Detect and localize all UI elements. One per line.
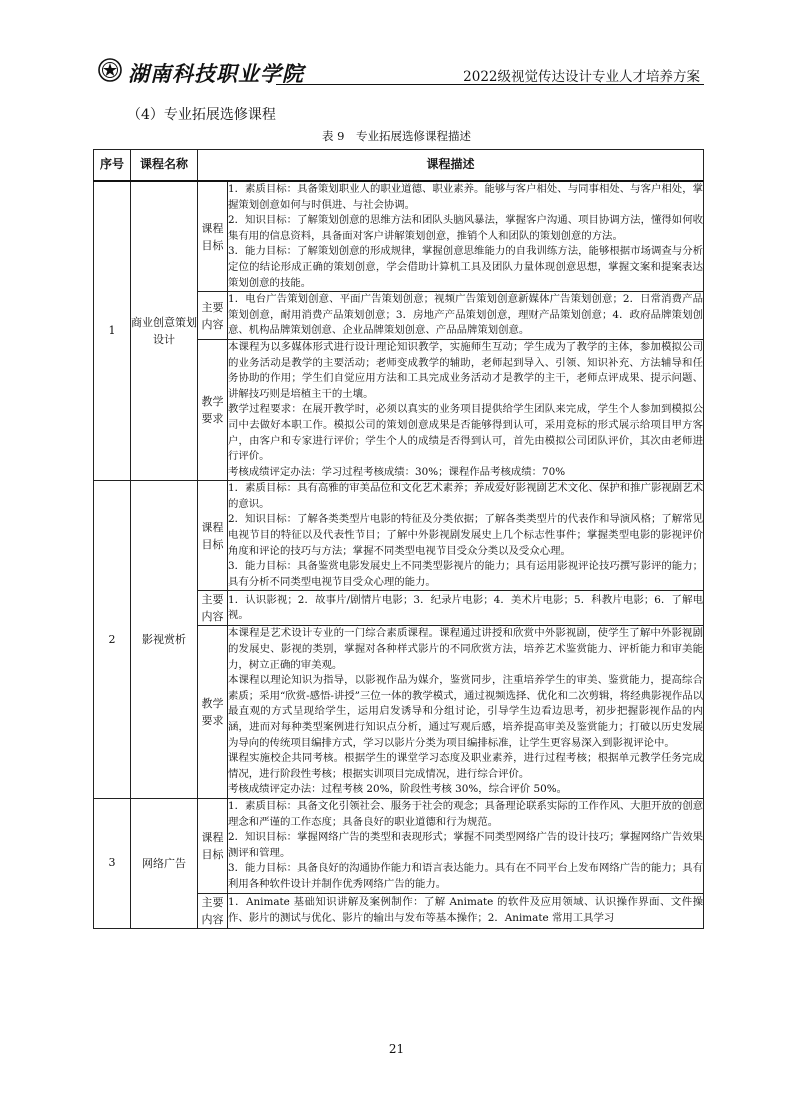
course-name: 商业创意策划设计 xyxy=(131,181,198,481)
table-caption: 表 9 专业拓展选修课程描述 xyxy=(322,129,471,143)
header-rule xyxy=(276,84,704,85)
page-number: 21 xyxy=(388,1042,405,1056)
header-cell-description: 课程描述 xyxy=(198,150,704,182)
course-description-table xyxy=(93,149,704,929)
page-header xyxy=(98,60,704,86)
table-row xyxy=(94,481,704,591)
paragraph: 1．认识影视；2．故事片/剧情片电影；3．纪录片电影；4．美术片电影；5．科教片电影；6．了解电视。 xyxy=(228,593,704,622)
table-header-row xyxy=(94,150,704,182)
row-label-goal: 课程目标 xyxy=(198,181,228,292)
school-emblem-icon xyxy=(98,58,122,82)
course-requirement-text xyxy=(228,626,704,799)
table-row xyxy=(94,798,704,893)
paragraph: 1．素质目标：具备文化引领社会、服务于社会的观念；具备理论联系实际的工作作风、大胆开放的创意理念和严谨的工作态度；具备良好的职业道德和行为规范。 2．知识目标：掌握网络广告的类型和表现形式；掌握不同类型网络广告的设计技巧；掌握网络广告效果测评和管理。 3．能力目标：具备良好的沟通协作能力和语言表达能力。具有在不同平台上发布网络广告的能力；具有利用各种软件设计并制作优秀网络广告的能力。 xyxy=(228,799,704,890)
course-content-text xyxy=(228,591,704,626)
paragraph: 1．素质目标：具备策划职业人的职业道德、职业素养。能够与客户相处、与同事相处、与客户相处，掌握策划创意如何与时俱进、与社会协调。 2．知识目标：了解策划创意的思维方法和团队头脑风暴法，掌握客户沟通、项目协调方法，懂得如何收集有用的信息资料，具备面对客户讲解策划创意，推销个人和团队的策划创意的方法。 3．能力目标：了解策划创意的形成规律，掌握创意思维能力的自我训练方法，能够根据市场调查与分析定位的结论形成正确的策划创意，学会借助计算机工具及团队力量体现创意思想，掌握文案和提案表达策划创意的技能。 xyxy=(228,183,704,289)
paragraph: 本课程是艺术设计专业的一门综合素质课程。课程通过讲授和欣赏中外影视剧，使学生了解中外影视剧的发展史、影视的类别，掌握对各种样式影片的不同欣赏方法，培养艺术鉴赏能力、评析能力和审美能力，树立正确的审美观。 本课程以理论知识为指导，以影视作品为媒介，鉴赏同步，注重培养学生的审美、鉴赏能力，提高综合素质；采用“欣赏-感悟-讲授”三位一体的教学模式，通过视频选择、优化和二次剪辑，将经典影视作品以最直观的方式呈现给学生，运用启发诱导和分组讨论，引导学生边看边思考，初步把握影视作品的内涵，进而对每种类型案例进行知识点分析，通过写观后感，培养提高审美及鉴赏能力；打破以历史发展为导向的传统项目编排方式，学习以影片分类为项目编排标准，让学生更容易深入到影视评论中。 课程实施校企共同考核。根据学生的课堂学习态度及职业素养，进行过程考核；根据单元教学任务完成情况，进行阶段性考核；根据实训项目完成情况，进行综合评价。 考核成绩评定办法：过程考核 20%，阶段性考核 30%，综合评价 50%。 xyxy=(228,627,704,796)
course-number: 2 xyxy=(94,481,131,799)
course-number: 1 xyxy=(94,181,131,481)
course-goal-text xyxy=(228,798,704,893)
row-label-goal: 课程目标 xyxy=(198,481,228,591)
course-goal-text xyxy=(228,481,704,591)
row-label-requirement: 教学要求 xyxy=(198,339,228,480)
paragraph: 本课程为以多媒体形式进行设计理论知识教学，实施师生互动；学生成为了教学的主体，参加模拟公司的业务活动是教学的主要活动；老师变成教学的辅助，老师起到导入、引领、知识补充、方法辅导和任务协助的作用；学生们自觉应用方法和工具完成业务活动才是教学的主干，老师点评成果、提示问题、讲解技巧则是培植主干的土壤。 教学过程要求：在展开教学时，必须以真实的业务项目提供给学生团队来完成，学生个人参加到模拟公司中去做好本职工作。模拟公司的策划创意成果是否能够得到认可，采用竞标的形式展示给项目甲方客户，由客户和专家进行评价；学生个人的成绩是否得到认可，首先由模拟公司团队评价，其次由老师进行评价。 考核成绩评定办法：学习过程考核成绩：30%；课程作品考核成绩：70% xyxy=(228,340,704,478)
document-title: 2022级视觉传达设计专业人才培养方案 xyxy=(463,69,700,85)
row-label-content: 主要内容 xyxy=(198,292,228,340)
header-cell-number: 序号 xyxy=(94,150,131,182)
table-row xyxy=(94,181,704,292)
course-number: 3 xyxy=(94,798,131,928)
paragraph: 1．电台广告策划创意、平面广告策划创意；视频广告策划创意新媒体广告策划创意；2．日常消费产品策划创意，耐用消费产品策划创意；3．房地产产品策划创意，理财产品策划创意；4．政府品牌策划创意、机构品牌策划创意、企业品牌策划创意、产品品牌策划创意。 xyxy=(228,293,704,337)
course-goal-text xyxy=(228,181,704,292)
paragraph: 1．素质目标：具有高雅的审美品位和文化艺术素养；养成爱好影视剧艺术文化、保护和推广影视剧艺术的意识。 2．知识目标：了解各类类型片电影的特征及分类依据；了解各类类型片的代表作和导演风格；了解常见电视节目的特征以及代表性节目；了解中外影视剧发展史上几个标志性事件；掌握类型电影的影视评价角度和评论的技巧与方法；掌握不同类型电视节目受众分类以及受众心理。 3．能力目标：具备鉴赏电影发展史上不同类型影视片的能力；具有运用影视评论技巧撰写影评的能力；具有分析不同类型电视节目受众心理的能力。 xyxy=(228,482,704,588)
course-content-text xyxy=(228,292,704,340)
school-name: 湖南科技职业学院 xyxy=(128,61,304,86)
row-label-content: 主要内容 xyxy=(198,591,228,626)
row-label-content: 主要内容 xyxy=(198,893,228,928)
row-label-goal: 课程目标 xyxy=(198,798,228,893)
course-name: 影视赏析 xyxy=(131,481,198,799)
header-cell-course-name: 课程名称 xyxy=(131,150,198,182)
course-requirement-text xyxy=(228,339,704,480)
course-name: 网络广告 xyxy=(131,798,198,928)
row-label-requirement: 教学要求 xyxy=(198,626,228,799)
paragraph: 1．Animate 基础知识讲解及案例制作：了解 Animate 的软件及应用领域、认识操作界面、文件操作、影片的测试与优化、影片的输出与发布等基本操作；2．Animate 常用工具学习 xyxy=(228,895,704,924)
course-content-text xyxy=(228,893,704,928)
section-title: （4）专业拓展选修课程 xyxy=(127,107,276,123)
